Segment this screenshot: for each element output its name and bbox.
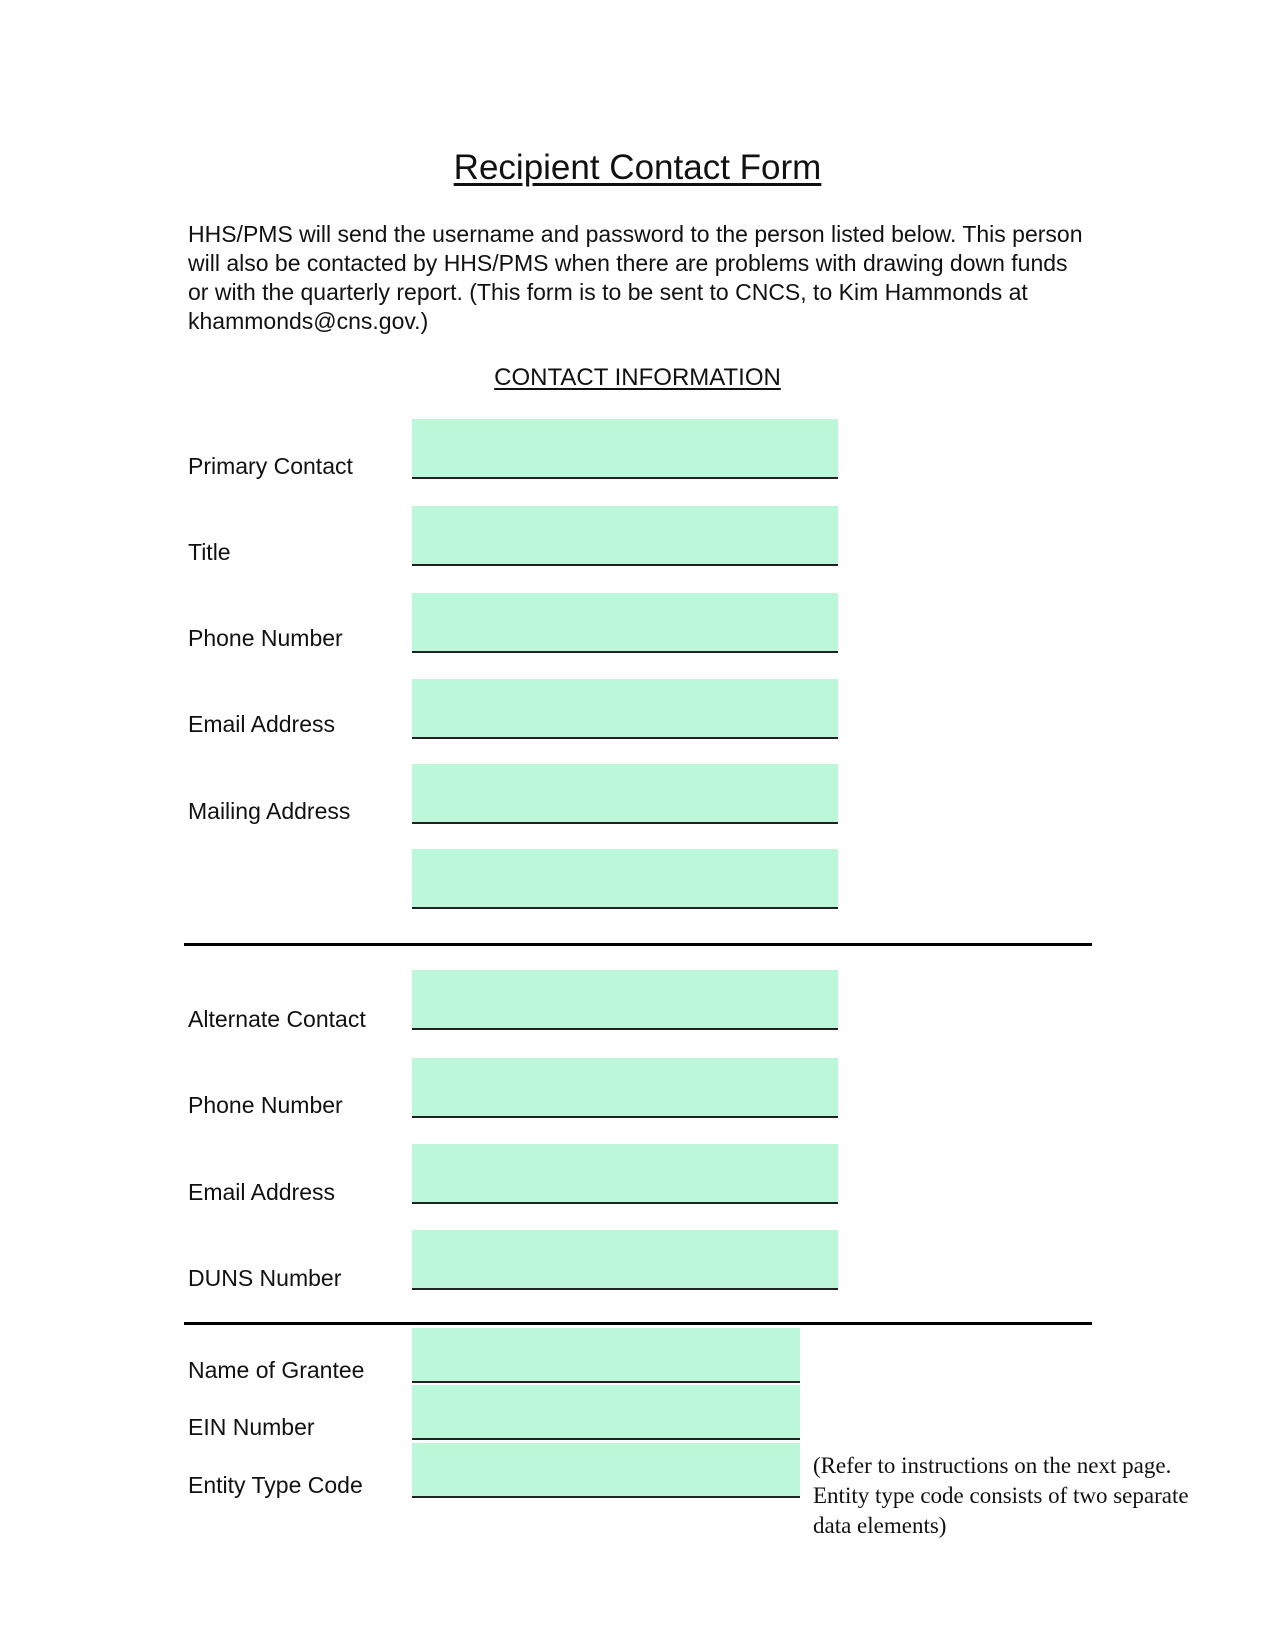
mailing-address-field-2[interactable] [412, 849, 838, 909]
intro-paragraph [188, 220, 1088, 336]
title-field[interactable] [412, 506, 838, 566]
entity-type-note [813, 1451, 1253, 1541]
note-line: Entity type code consists of two separate [813, 1483, 1189, 1508]
intro-line: khammonds@cns.gov.) [188, 308, 429, 334]
ein-number-label: EIN Number [188, 1414, 315, 1440]
grantee-name-field[interactable] [412, 1328, 800, 1383]
entity-type-code-field[interactable] [412, 1443, 800, 1498]
title-label: Title [188, 539, 231, 565]
intro-line: or with the quarterly report. (This form is to be sent to CNCS, to Kim Hammonds at [188, 279, 1028, 305]
alternate-email-label: Email Address [188, 1179, 336, 1205]
mailing-address-label: Mailing Address [188, 798, 351, 824]
intro-line: HHS/PMS will send the username and password to the person listed below. This person [188, 221, 1083, 247]
section-divider [184, 943, 1092, 946]
note-line: (Refer to instructions on the next page. [813, 1453, 1172, 1478]
duns-number-field[interactable] [412, 1230, 838, 1290]
primary-email-field[interactable] [412, 679, 838, 739]
entity-type-code-label: Entity Type Code [188, 1472, 363, 1498]
ein-number-field[interactable] [412, 1385, 800, 1440]
mailing-address-field-1[interactable] [412, 764, 838, 824]
intro-line: will also be contacted by HHS/PMS when there are problems with drawing down funds [188, 250, 1068, 276]
alternate-email-field[interactable] [412, 1144, 838, 1204]
form-title: Recipient Contact Form [453, 148, 822, 187]
section-heading: CONTACT INFORMATION [494, 364, 781, 391]
note-line: data elements) [813, 1513, 947, 1538]
duns-number-label: DUNS Number [188, 1265, 342, 1291]
primary-contact-field[interactable] [412, 419, 838, 479]
primary-phone-field[interactable] [412, 593, 838, 653]
grantee-name-label: Name of Grantee [188, 1357, 365, 1383]
primary-phone-label: Phone Number [188, 625, 343, 651]
primary-contact-label: Primary Contact [188, 453, 353, 479]
alternate-contact-label: Alternate Contact [188, 1006, 366, 1032]
alternate-contact-field[interactable] [412, 970, 838, 1030]
primary-email-label: Email Address [188, 711, 336, 737]
section-divider [184, 1322, 1092, 1325]
alternate-phone-field[interactable] [412, 1058, 838, 1118]
alternate-phone-label: Phone Number [188, 1092, 343, 1118]
